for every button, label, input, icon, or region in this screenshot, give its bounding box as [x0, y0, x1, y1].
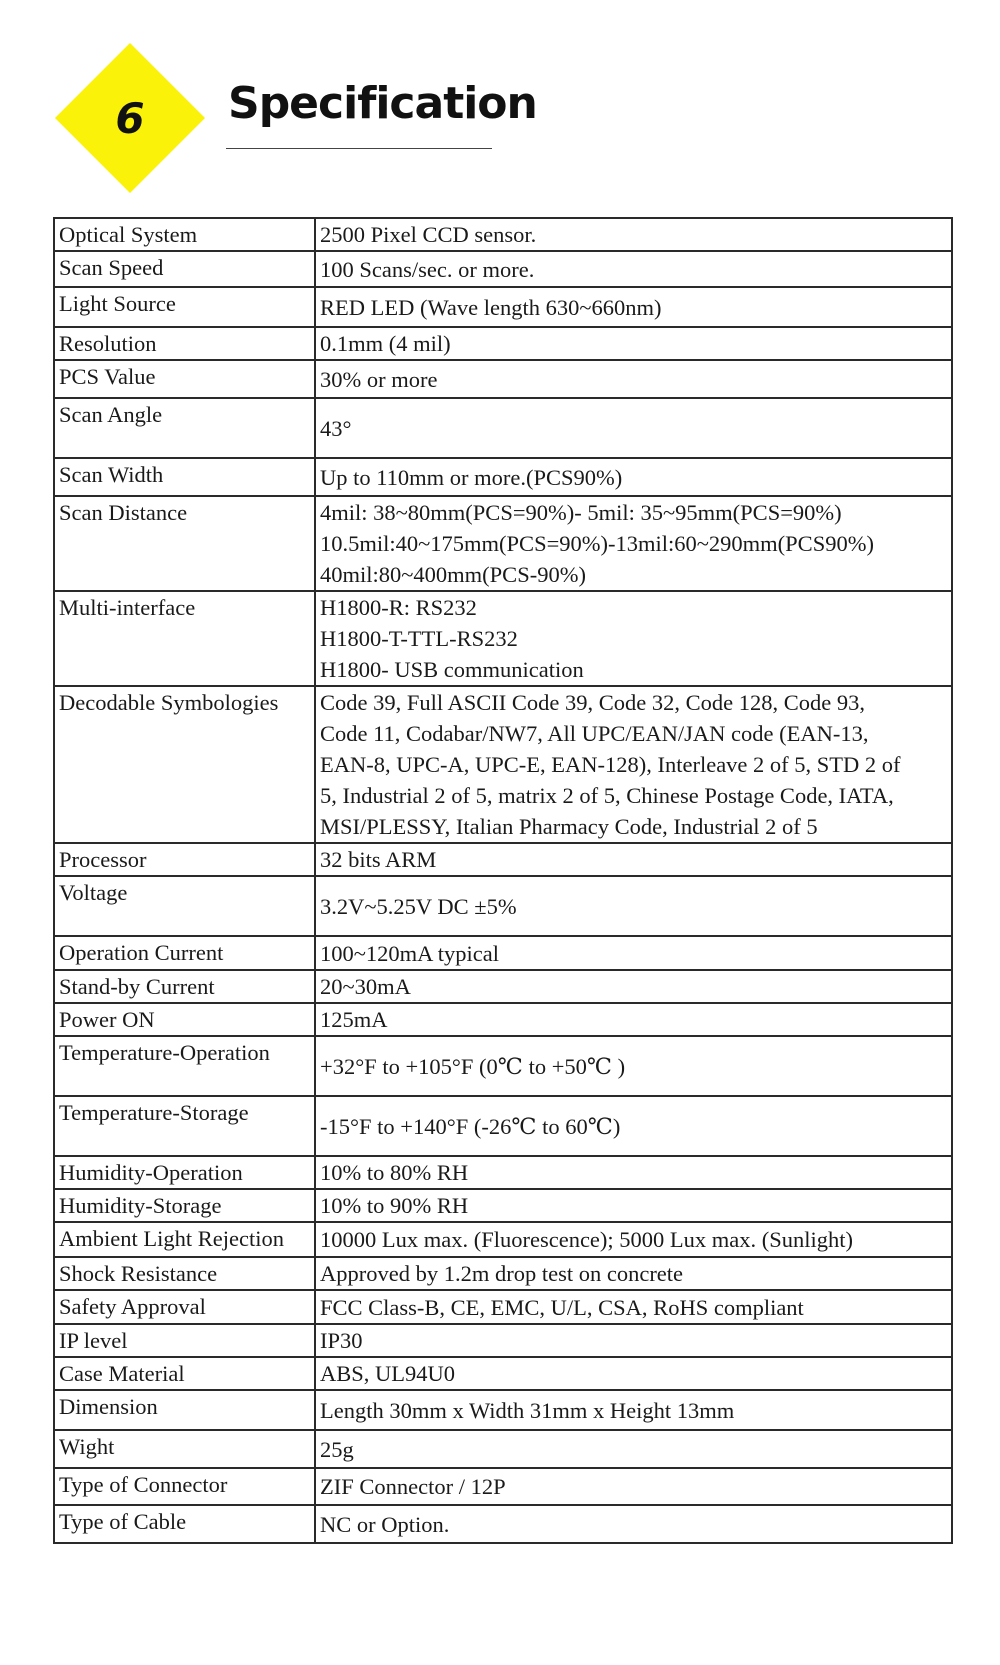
spec-value — [315, 970, 952, 1003]
spec-value — [315, 1096, 952, 1156]
table-row — [54, 1290, 952, 1324]
spec-value — [315, 1156, 952, 1189]
spec-value-line: 25g — [320, 1436, 354, 1462]
spec-value — [315, 1189, 952, 1222]
table-row — [54, 1156, 952, 1189]
spec-value — [315, 843, 952, 876]
spec-label: Type of Connector — [54, 1468, 315, 1505]
spec-value-line: 0.1mm (4 mil) — [320, 331, 451, 356]
spec-value — [315, 1430, 952, 1468]
spec-value-line: +32°F to +105°F (0℃ to +50℃ ) — [320, 1053, 626, 1079]
spec-value-line: Code 11, Codabar/NW7, All UPC/EAN/JAN code (EAN-13, — [320, 721, 869, 746]
table-row — [54, 1189, 952, 1222]
spec-value — [315, 1036, 952, 1096]
spec-value-line: Up to 110mm or more.(PCS90%) — [320, 464, 623, 490]
page-title: Specification — [228, 78, 537, 129]
spec-value — [315, 591, 952, 686]
spec-value-line: IP30 — [320, 1328, 363, 1353]
spec-value-line: 125mA — [320, 1007, 388, 1032]
spec-label: Safety Approval — [54, 1290, 315, 1324]
spec-value-line: NC or Option. — [320, 1511, 450, 1537]
title-underline — [226, 148, 492, 149]
spec-value — [315, 936, 952, 970]
spec-value-line: FCC Class-B, CE, EMC, U/L, CSA, RoHS compliant — [320, 1294, 804, 1320]
table-row — [54, 1390, 952, 1430]
table-row — [54, 1036, 952, 1096]
spec-label: Temperature-Storage — [54, 1096, 315, 1156]
spec-value-line: H1800- USB communication — [320, 657, 584, 682]
spec-value — [315, 1468, 952, 1505]
spec-value-line: 30% or more — [320, 366, 438, 392]
table-row — [54, 327, 952, 360]
spec-value-line: MSI/PLESSY, Italian Pharmacy Code, Industrial 2 of 5 — [320, 814, 818, 839]
spec-value-line: 3.2V~5.25V DC ±5% — [320, 893, 517, 919]
spec-label: Scan Distance — [54, 496, 315, 591]
spec-value — [315, 1290, 952, 1324]
section-number: 6 — [115, 93, 145, 143]
table-row — [54, 1003, 952, 1036]
table-row — [54, 970, 952, 1003]
table-row — [54, 251, 952, 287]
table-row — [54, 1096, 952, 1156]
table-row — [54, 936, 952, 970]
spec-label: Decodable Symbologies — [54, 686, 315, 843]
spec-label: Humidity-Storage — [54, 1189, 315, 1222]
table-row — [54, 1430, 952, 1468]
spec-value — [315, 327, 952, 360]
spec-value-line: H1800-R: RS232 — [320, 595, 477, 620]
spec-value — [315, 360, 952, 398]
spec-label: Power ON — [54, 1003, 315, 1036]
spec-label: PCS Value — [54, 360, 315, 398]
table-row — [54, 458, 952, 496]
spec-label: Dimension — [54, 1390, 315, 1430]
table-row — [54, 360, 952, 398]
table-row — [54, 1468, 952, 1505]
spec-value-line: -15°F to +140°F (-26℃ to 60℃) — [320, 1113, 621, 1139]
spec-value-line: ABS, UL94U0 — [320, 1361, 456, 1386]
spec-value — [315, 251, 952, 287]
spec-value-line: 32 bits ARM — [320, 847, 437, 872]
spec-value — [315, 1222, 952, 1257]
spec-value — [315, 1257, 952, 1290]
spec-label: Case Material — [54, 1357, 315, 1390]
spec-value-line: RED LED (Wave length 630~660nm) — [320, 294, 662, 320]
spec-label: Voltage — [54, 876, 315, 936]
table-row — [54, 1324, 952, 1357]
table-row — [54, 591, 952, 686]
spec-value — [315, 876, 952, 936]
spec-label: IP level — [54, 1324, 315, 1357]
section-header — [0, 0, 1000, 200]
table-row — [54, 1222, 952, 1257]
table-row — [54, 1257, 952, 1290]
table-row — [54, 496, 952, 591]
spec-label: Ambient Light Rejection — [54, 1222, 315, 1257]
spec-value-line: 4mil: 38~80mm(PCS=90%)- 5mil: 35~95mm(PCS=90%) — [320, 500, 842, 525]
spec-label: Scan Speed — [54, 251, 315, 287]
spec-label: Multi-interface — [54, 591, 315, 686]
spec-value-line: 100 Scans/sec. or more. — [320, 256, 535, 282]
spec-label: Shock Resistance — [54, 1257, 315, 1290]
spec-label: Operation Current — [54, 936, 315, 970]
spec-value-line: H1800-T-TTL-RS232 — [320, 626, 518, 651]
table-row — [54, 876, 952, 936]
table-row — [54, 843, 952, 876]
spec-value-line: 10000 Lux max. (Fluorescence); 5000 Lux max. (Sunlight) — [320, 1227, 854, 1252]
table-row — [54, 1505, 952, 1543]
spec-value — [315, 218, 952, 251]
spec-label: Humidity-Operation — [54, 1156, 315, 1189]
spec-table — [53, 217, 953, 1544]
spec-value-line: 40mil:80~400mm(PCS-90%) — [320, 562, 586, 587]
spec-value-line: 20~30mA — [320, 974, 411, 999]
spec-value-line: 100~120mA typical — [320, 940, 500, 966]
table-row — [54, 1357, 952, 1390]
spec-value — [315, 398, 952, 458]
spec-value — [315, 1357, 952, 1390]
table-row — [54, 218, 952, 251]
table-row — [54, 287, 952, 327]
spec-value — [315, 686, 952, 843]
spec-value-line: 10% to 90% RH — [320, 1193, 469, 1218]
spec-value — [315, 287, 952, 327]
spec-value — [315, 496, 952, 591]
spec-value-line: Code 39, Full ASCII Code 39, Code 32, Code 128, Code 93, — [320, 690, 865, 715]
spec-value — [315, 1390, 952, 1430]
spec-label: Wight — [54, 1430, 315, 1468]
spec-value-line: 5, Industrial 2 of 5, matrix 2 of 5, Chinese Postage Code, IATA, — [320, 783, 894, 808]
spec-label: Light Source — [54, 287, 315, 327]
spec-value-line: Approved by 1.2m drop test on concrete — [320, 1261, 684, 1286]
spec-label: Scan Width — [54, 458, 315, 496]
spec-value-line: 10.5mil:40~175mm(PCS=90%)-13mil:60~290mm(PCS90%) — [320, 531, 874, 556]
table-row — [54, 398, 952, 458]
spec-value-line: Length 30mm x Width 31mm x Height 13mm — [320, 1397, 735, 1423]
spec-label: Temperature-Operation — [54, 1036, 315, 1096]
spec-value — [315, 1003, 952, 1036]
spec-label: Type of Cable — [54, 1505, 315, 1543]
spec-value — [315, 1324, 952, 1357]
spec-value — [315, 458, 952, 496]
spec-label: Optical System — [54, 218, 315, 251]
spec-label: Processor — [54, 843, 315, 876]
spec-value-line: ZIF Connector / 12P — [320, 1474, 506, 1499]
spec-label: Scan Angle — [54, 398, 315, 458]
spec-label: Stand-by Current — [54, 970, 315, 1003]
table-row — [54, 686, 952, 843]
spec-value-line: 43° — [320, 415, 352, 441]
spec-value — [315, 1505, 952, 1543]
spec-value-line: 2500 Pixel CCD sensor. — [320, 222, 537, 247]
spec-value-line: 10% to 80% RH — [320, 1160, 469, 1185]
spec-label: Resolution — [54, 327, 315, 360]
spec-value-line: EAN-8, UPC-A, UPC-E, EAN-128), Interleave 2 of 5, STD 2 of — [320, 752, 901, 777]
